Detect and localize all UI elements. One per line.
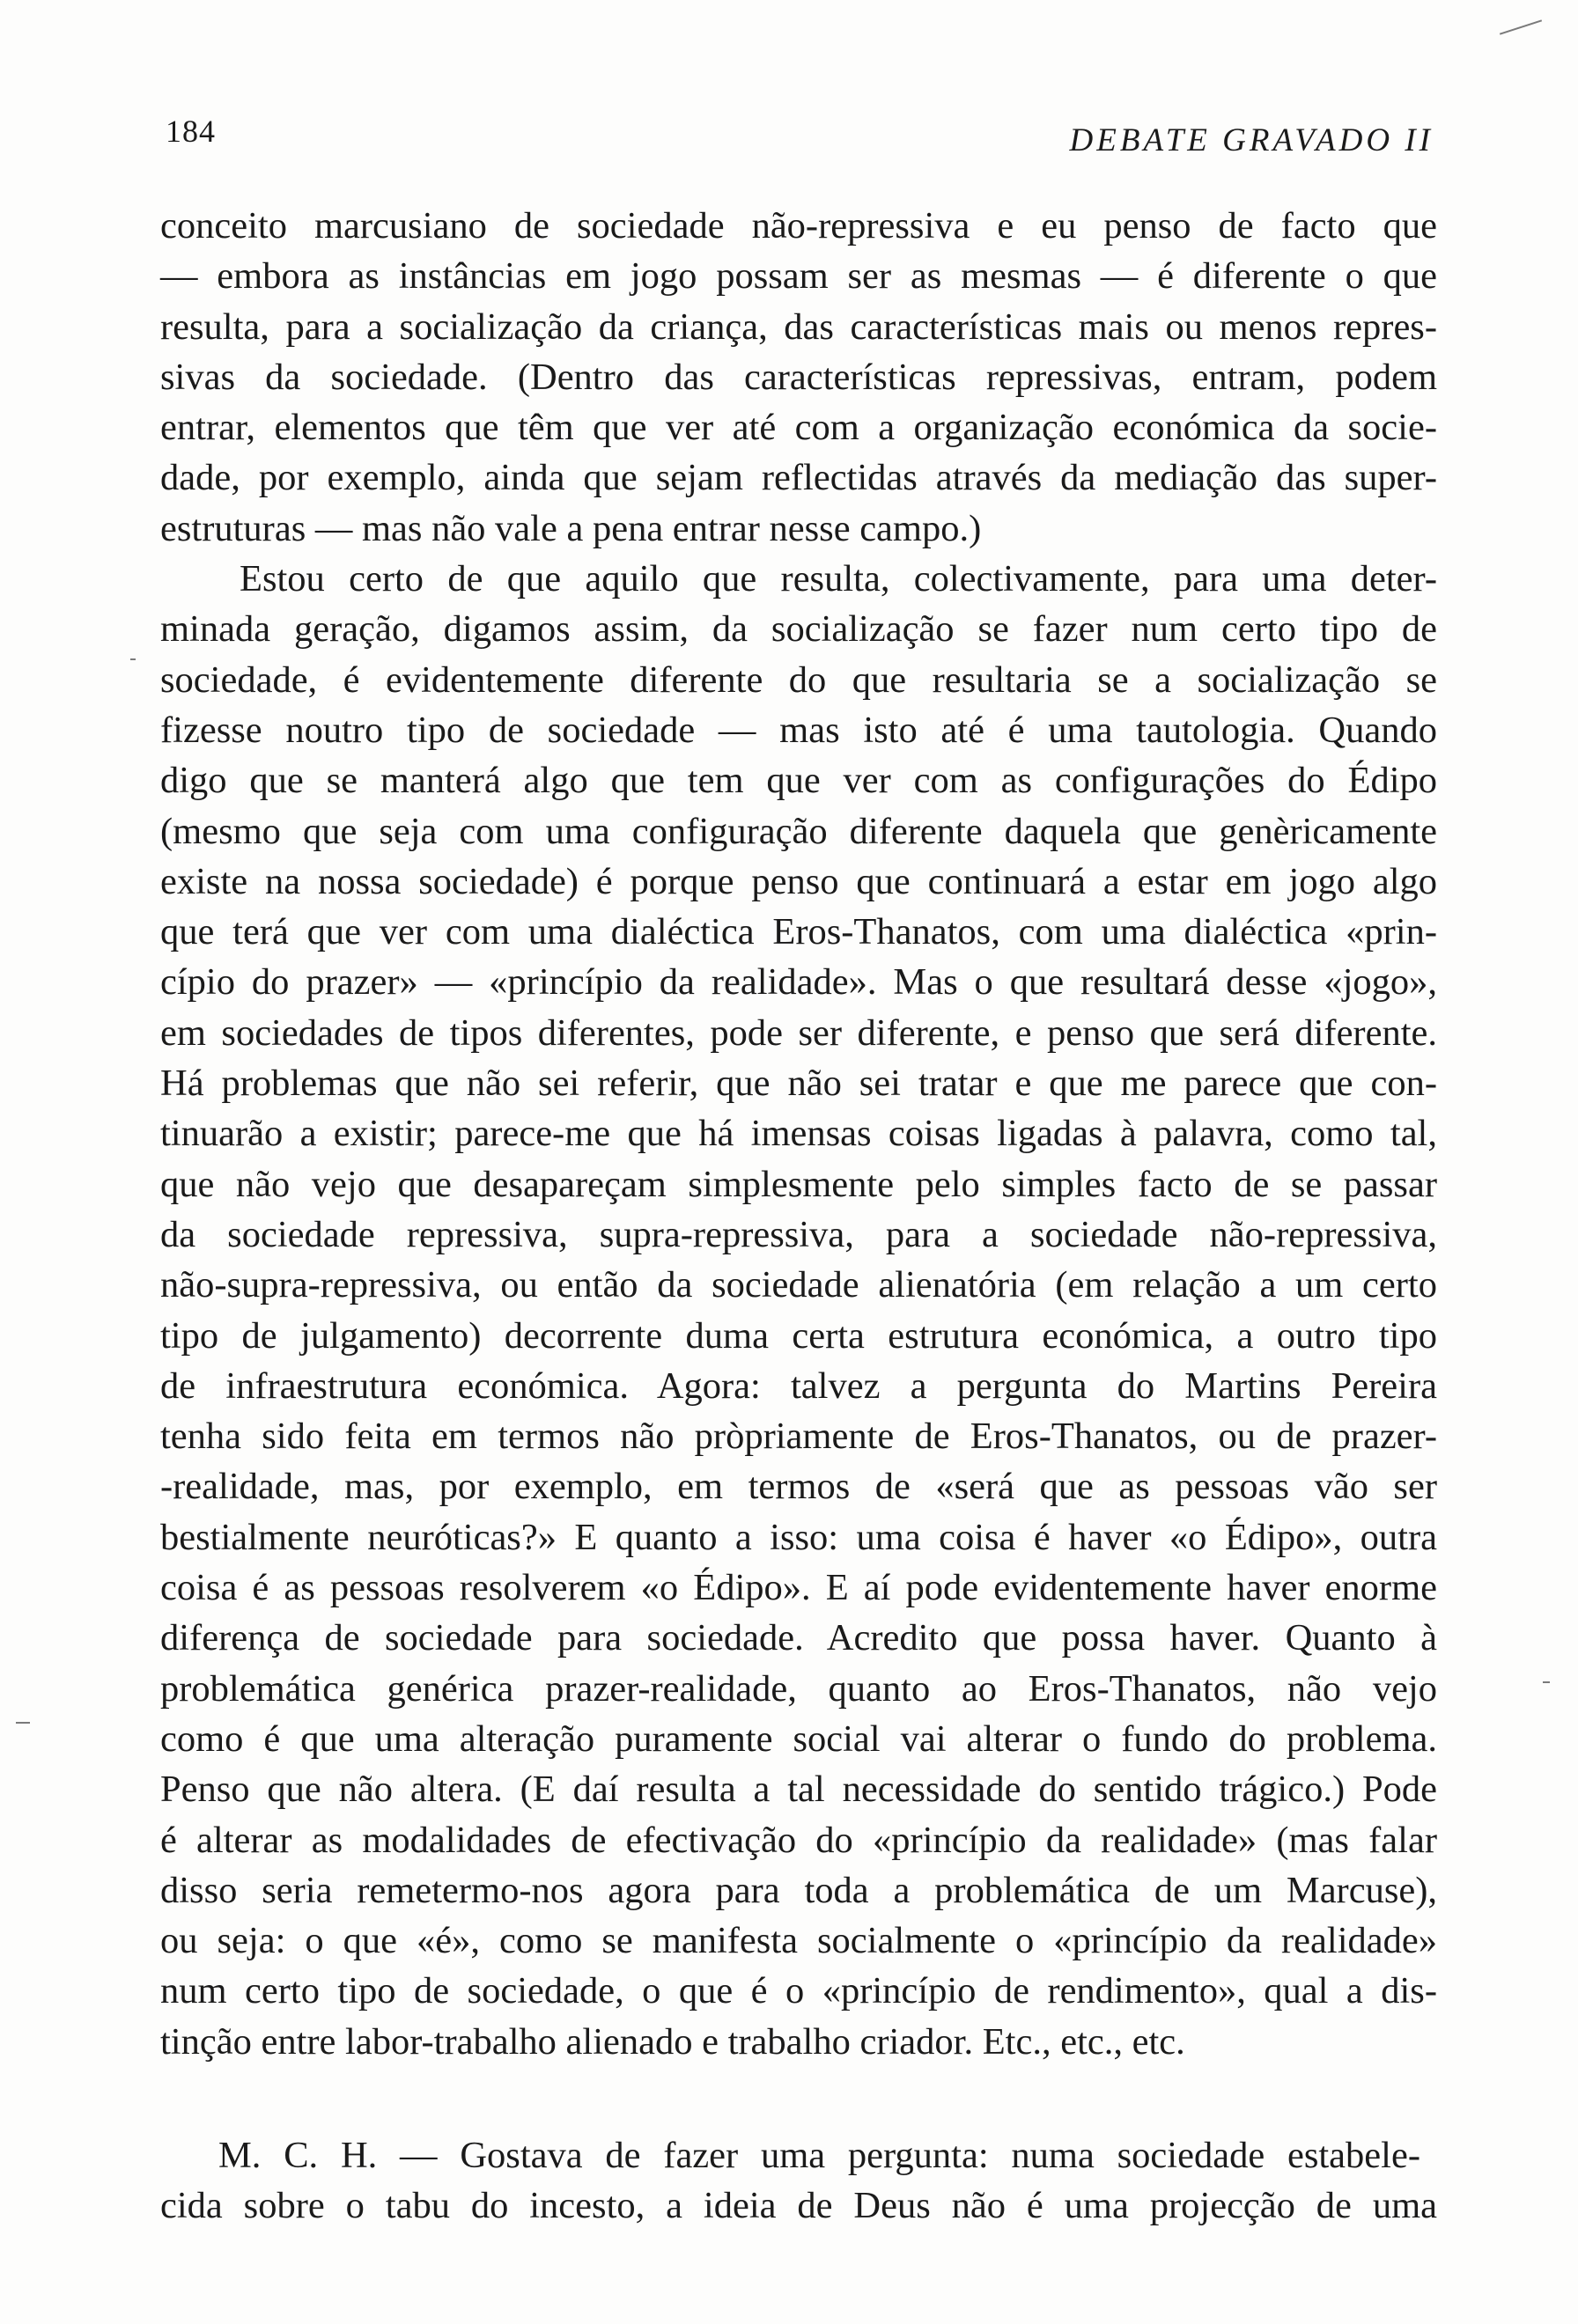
page-number: 184 — [166, 114, 216, 149]
text-line: tipo de julgamento) decorrente duma certa estrutura económica, a outro tipo — [160, 1314, 1437, 1357]
text-line: disso seria remetermo-nos agora para toda a problemática de um Marcuse), — [160, 1869, 1437, 1911]
running-title: DEBATE GRAVADO II — [1069, 122, 1434, 158]
text-line: coisa é as pessoas resolverem «o Édipo». E aí pode evidentemente haver enorme — [160, 1567, 1437, 1609]
paragraph — [160, 2130, 1437, 2232]
text-line: como é que uma alteração puramente social vai alterar o fundo do problema. — [160, 1717, 1437, 1760]
text-line: minada geração, digamos assim, da socialização se fazer num certo tipo de — [160, 608, 1437, 651]
text-line: (mesmo que seja com uma configuração diferente daquela que genèricamente — [160, 810, 1437, 852]
text-line: M. C. H. — Gostava de fazer uma pergunta: numa sociedade estabele- — [218, 2134, 1420, 2176]
page-header — [166, 113, 1434, 165]
text-line: Estou certo de que aquilo que resulta, colectivamente, para uma deter- — [240, 558, 1437, 600]
text-line: cípio do prazer» — «princípio da realidade». Mas o que resultará desse «jogo», — [160, 961, 1437, 1004]
text-line: estruturas — mas não vale a pena entrar nesse campo.) — [160, 507, 982, 549]
scan-mark — [130, 658, 136, 660]
text-line: Há problemas que não sei referir, que não sei tratar e que me parece que con- — [160, 1063, 1437, 1105]
text-line: de infraestrutura económica. Agora: talvez a pergunta do Martins Pereira — [160, 1364, 1437, 1407]
scan-mark — [16, 1722, 30, 1724]
text-line: dade, por exemplo, ainda que sejam reflectidas através da mediação das super- — [160, 457, 1437, 499]
text-line: sociedade, é evidentemente diferente do que resultaria se a socialização se — [160, 658, 1437, 701]
text-line: bestialmente neuróticas?» E quanto a isso: uma coisa é haver «o Édipo», outra — [160, 1516, 1437, 1558]
text-line: resulta, para a socialização da criança, das características mais ou menos repres- — [160, 305, 1437, 348]
text-line: problemática genérica prazer-realidade, quanto ao Eros-Thanatos, não vejo — [160, 1667, 1437, 1710]
scan-mark — [1500, 19, 1542, 34]
text-line: -realidade, mas, por exemplo, em termos de «será que as pessoas vão ser — [160, 1466, 1437, 1508]
text-line: existe na nossa sociedade) é porque penso que continuará a estar em jogo algo — [160, 860, 1437, 902]
text-line: que não vejo que desapareçam simplesmente pelo simples facto de se passar — [160, 1163, 1437, 1205]
text-line: — embora as instâncias em jogo possam ser as mesmas — é diferente o que — [160, 255, 1437, 298]
text-line: tinuarão a existir; parece-me que há imensas coisas ligadas à palavra, como tal, — [160, 1113, 1437, 1155]
text-line: conceito marcusiano de sociedade não-repressiva e eu penso de facto que — [160, 205, 1437, 246]
text-line: tinção entre labor-trabalho alienado e trabalho criador. Etc., etc., etc. — [160, 2020, 1185, 2063]
body-text — [160, 201, 1437, 2232]
paragraph — [160, 554, 1437, 2067]
text-line: não-supra-repressiva, ou então da sociedade alienatória (em relação a um certo — [160, 1264, 1437, 1306]
text-line: cida sobre o tabu do incesto, a ideia de Deus não é uma projecção de uma — [160, 2185, 1437, 2227]
paragraph-gap — [160, 2067, 1437, 2130]
text-line: num certo tipo de sociedade, o que é o «princípio de rendimento», qual a dis- — [160, 1970, 1437, 2012]
text-line: sivas da sociedade. (Dentro das características repressivas, entram, podem — [160, 356, 1437, 398]
text-line: Penso que não altera. (E daí resulta a tal necessidade do sentido trágico.) Pode — [160, 1769, 1437, 1811]
text-line: que terá que ver com uma dialéctica Eros-Thanatos, com uma dialéctica «prin- — [160, 911, 1437, 953]
text-line: é alterar as modalidades de efectivação do «princípio da realidade» (mas falar — [160, 1819, 1437, 1861]
text-line: entrar, elementos que têm que ver até com a organização económica da socie- — [160, 407, 1437, 449]
text-line: em sociedades de tipos diferentes, pode ser diferente, e penso que será diferente. — [160, 1011, 1437, 1054]
text-line: da sociedade repressiva, supra-repressiva, para a sociedade não-repressiva, — [160, 1213, 1437, 1255]
text-line: fizesse noutro tipo de sociedade — mas isto até é uma tautologia. Quando — [160, 709, 1437, 751]
text-line: ou seja: o que «é», como se manifesta socialmente o «princípio da realidade» — [160, 1920, 1437, 1962]
paragraph — [160, 201, 1437, 554]
scan-mark — [1543, 1681, 1550, 1683]
text-line: digo que se manterá algo que tem que ver com as configurações do Édipo — [160, 760, 1437, 802]
text-line: diferença de sociedade para sociedade. Acredito que possa haver. Quanto à — [160, 1617, 1437, 1659]
text-line: tenha sido feita em termos não pròpriamente de Eros-Thanatos, ou de prazer- — [160, 1416, 1437, 1458]
